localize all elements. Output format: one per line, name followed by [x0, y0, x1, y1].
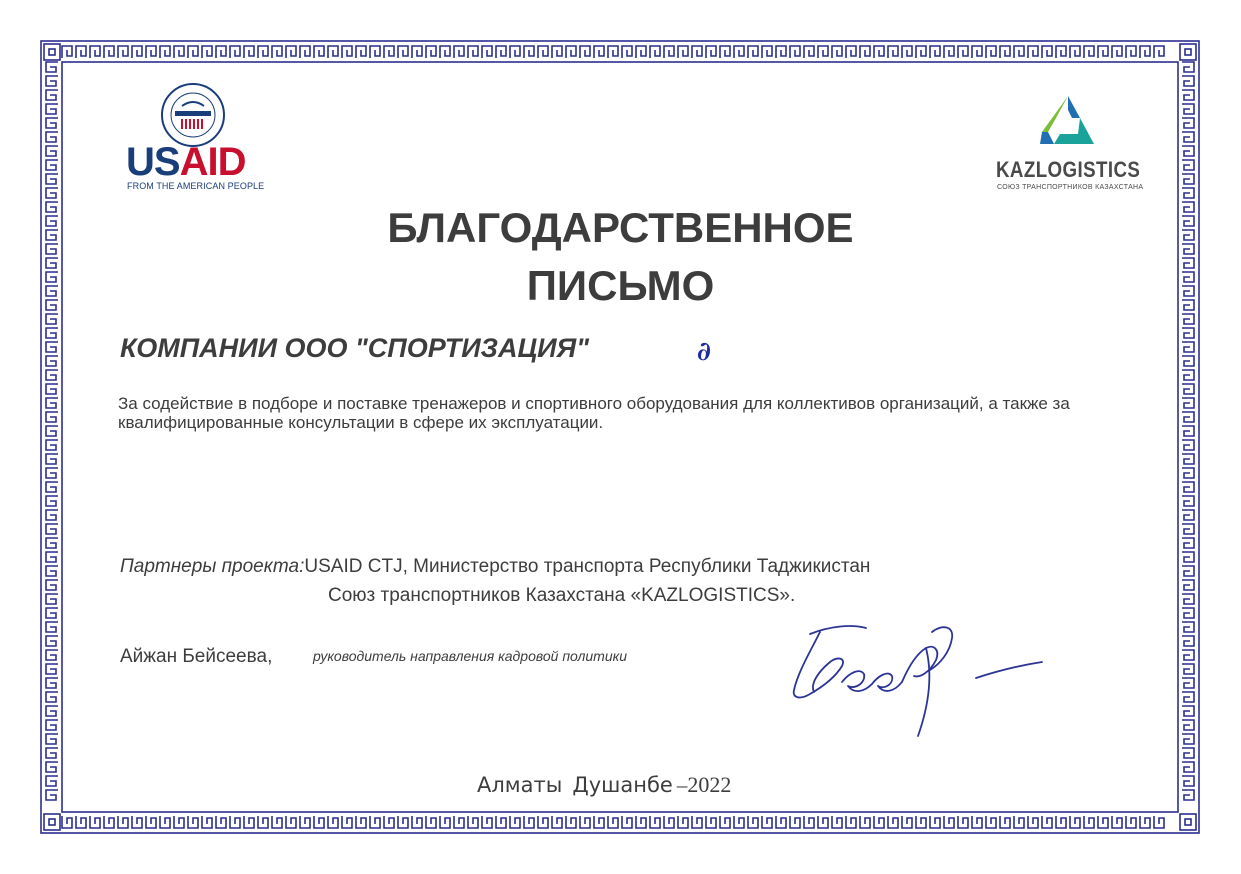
kazlogistics-wordmark: KAZLOGISTICS [996, 157, 1141, 182]
signer-name: Айжан Бейсеева, [120, 646, 273, 667]
kazlogistics-tagline: СОЮЗ ТРАНСПОРТНИКОВ КАЗАХСТАНА [997, 184, 1144, 191]
usaid-wordmark [126, 142, 245, 182]
year: 2022 [687, 772, 732, 797]
partners-line-1 [120, 556, 870, 578]
document-title-line1: БЛАГОДАРСТВЕННОЕ [387, 204, 854, 251]
handwritten-signature [780, 612, 1050, 742]
usaid-wordmark-aid: AID [179, 140, 246, 184]
city-almaty: Алматы [477, 773, 563, 797]
usaid-tagline: FROM THE AMERICAN PEOPLE [127, 181, 265, 191]
recipient-company: КОМПАНИИ ООО "СПОРТИЗАЦИЯ" [120, 333, 590, 363]
partners-line-2: Союз транспортников Казахстана «KAZLOGISTICS». [328, 585, 796, 606]
partners-label: Партнеры проекта: [120, 556, 305, 577]
triangle-logo-icon [1040, 94, 1096, 146]
city-dushanbe: Душанбе [572, 773, 673, 797]
signer-role: руководитель направления кадровой политики [313, 648, 628, 664]
usaid-wordmark-us: US [126, 140, 180, 184]
usaid-seal-icon [160, 82, 226, 148]
partners-list-1: USAID CTJ, Министерство транспорта Республики Таджикистан [304, 556, 871, 577]
place-and-date [477, 772, 731, 798]
date-dash: – [676, 773, 688, 797]
letter-body: За содействие в подборе и поставке тренажеров и спортивного оборудования для коллективов организаций, а также за квалифицированные консультации в сфере их эксплуатации. [118, 394, 1070, 432]
recipient-mark: ∂ [697, 337, 711, 367]
document-title-line2: ПИСЬМО [526, 262, 715, 309]
